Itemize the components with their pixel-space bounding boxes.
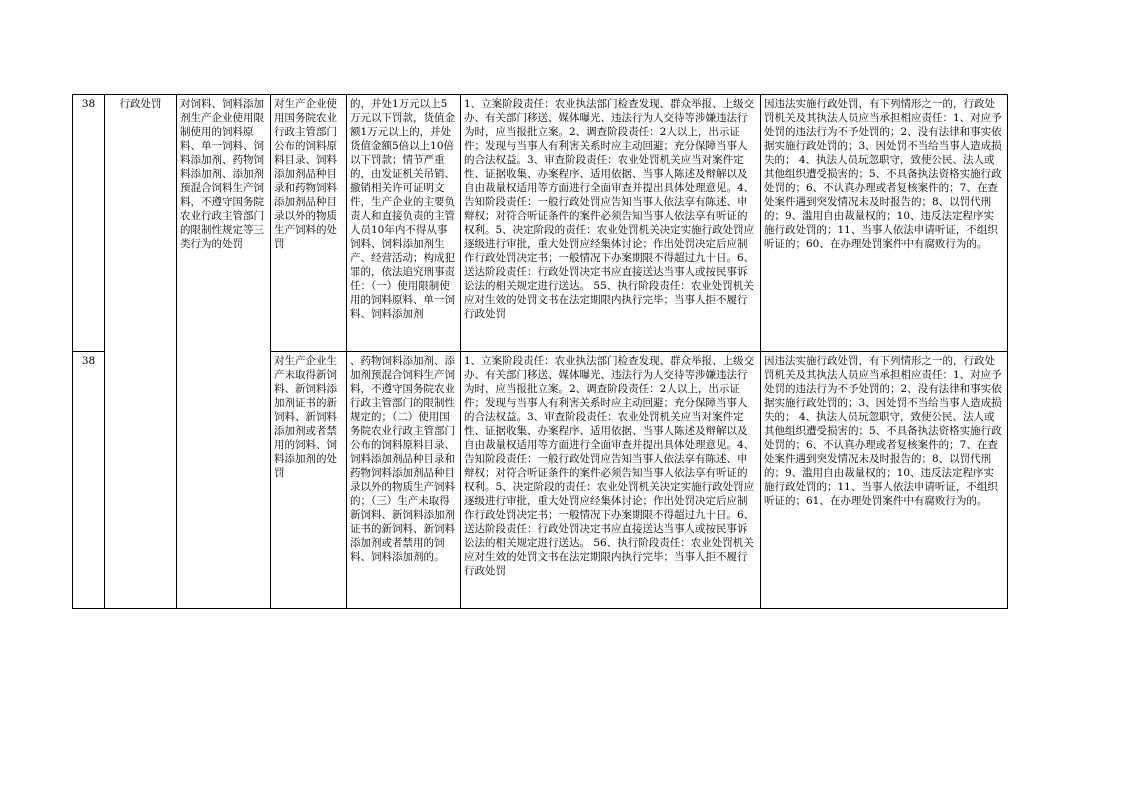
power-item: 对饲料、饲料添加剂生产企业使用限制使用的饲料原料、单一饲料、饲料添加剂、药物饲料添加剂、添加剂预混合饲料生产饲料，不遵守国务院农业行政主管部门的限制性规定等三类行为的处罚 (177, 95, 271, 609)
legal-basis: 的，并处1万元以上5万元以下罚款，货值金额1万元以上的，并处货值金额5倍以上10倍以下罚款；情节严重的，由发证机关吊销、撤销相关许可证明文件，生产企业的主要负责人和直接负责的主管人员10年内不得从事饲料、饲料添加剂生产、经营活动；构成犯罪的，依法追究刑事责任：（一）使用限制使用的饲料原料、单一饲料、饲料添加剂 (347, 95, 461, 352)
table-row (73, 95, 1008, 352)
sub-item: 对生产企业生产未取得新饲料、新饲料添加剂证书的新饲料、新饲料添加剂或者禁用的饲料、饲料添加剂的处罚 (271, 352, 347, 609)
row-number: 38 (73, 352, 105, 609)
power-type: 行政处罚 (105, 95, 177, 609)
accountability: 因违法实施行政处罚，有下列情形之一的，行政处罚机关及其执法人员应当承担相应责任：1、对应予处罚的违法行为不予处罚的；2、没有法律和事实依据实施行政处罚的；3、因处罚不当给当事人造成损失的； 4、执法人员玩忽职守，致使公民、法人或其他组织遭受损害的；5、不具备执法资格实施行政处罚的；6、不认真办理或者复核案件的；7、在查处案件遇到突发情况未及时报告的；8、以罚代刑的；9、滥用自由裁量权的；10、违反法定程序实施行政处罚的；11、当事人依法申请听证，不组织听证的；61、在办理处罚案件中有腐败行为的。 (761, 352, 1008, 609)
accountability: 因违法实施行政处罚，有下列情形之一的，行政处罚机关及其执法人员应当承担相应责任：1、对应予处罚的违法行为不予处罚的；2、没有法律和事实依据实施行政处罚的；3、因处罚不当给当事人造成损失的； 4、执法人员玩忽职守，致使公民、法人或其他组织遭受损害的；5、不具备执法资格实施行政处罚的；6、不认真办理或者复核案件的；7、在查处案件遇到突发情况未及时报告的；8、以罚代刑的；9、滥用自由裁量权的；10、违反法定程序实施行政处罚的；11、当事人依法申请听证，不组织听证的；60、在办理处罚案件中有腐败行为的。 (761, 95, 1008, 352)
row-number: 38 (73, 95, 105, 352)
power-list-table (72, 94, 1008, 609)
legal-basis: 、药物饲料添加剂、添加剂预混合饲料生产饲料，不遵守国务院农业行政主管部门的限制性规定的；（二）使用国务院农业行政主管部门公布的饲料原料目录、饲料添加剂品种目录和药物饲料添加剂品种目录以外的物质生产饲料的；（三）生产未取得新饲料、新饲料添加剂证书的新饲料、新饲料添加剂或者禁用的饲料、饲料添加剂的。 (347, 352, 461, 609)
duty-stages: 1、立案阶段责任：农业执法部门检查发现、群众举报、上级交办、有关部门移送、媒体曝光、违法行为人交待等涉嫌违法行为时，应当报批立案。2、调查阶段责任：2人以上，出示证件；发现与当事人有利害关系时应主动回避；充分保障当事人的合法权益。3、审查阶段责任：农业处罚机关应当对案件定性、证据收集、办案程序、适用依据、当事人陈述及辩解以及自由裁量权适用等方面进行全面审查并提出具体处理意见。4、告知阶段责任：一般行政处罚应告知当事人依法享有陈述、申辩权；对符合听证条件的案件必须告知当事人依法享有听证的权利。5、决定阶段的责任：农业处罚机关决定实施行政处罚应逐级进行审批，重大处罚应经集体讨论；作出处罚决定后应制作行政处罚决定书；一般情况下办案期限不得超过九十日。6、送达阶段责任：行政处罚决定书应直接送达当事人或按民事诉讼法的相关规定进行送达。 56、执行阶段责任：农业处罚机关应对生效的处罚文书在法定期限内执行完毕；当事人拒不履行行政处罚 (461, 352, 761, 609)
sub-item: 对生产企业使用国务院农业行政主管部门公布的饲料原料目录、饲料添加剂品种目录和药物饲料添加剂品种目录以外的物质生产饲料的处罚 (271, 95, 347, 352)
duty-stages: 1、立案阶段责任：农业执法部门检查发现、群众举报、上级交办、有关部门移送、媒体曝光、违法行为人交待等涉嫌违法行为时，应当报批立案。2、调查阶段责任：2人以上，出示证件；发现与当事人有利害关系时应主动回避；充分保障当事人的合法权益。3、审查阶段责任：农业处罚机关应当对案件定性、证据收集、办案程序、适用依据、当事人陈述及辩解以及自由裁量权适用等方面进行全面审查并提出具体处理意见。4、告知阶段责任：一般行政处罚应告知当事人依法享有陈述、申辩权；对符合听证条件的案件必须告知当事人依法享有听证的权利。5、决定阶段的责任：农业处罚机关决定实施行政处罚应逐级进行审批，重大处罚应经集体讨论；作出处罚决定后应制作行政处罚决定书；一般情况下办案期限不得超过九十日。6、送达阶段责任：行政处罚决定书应直接送达当事人或按民事诉讼法的相关规定进行送达。 55、执行阶段责任：农业处罚机关应对生效的处罚文书在法定期限内执行完毕；当事人拒不履行行政处罚 (461, 95, 761, 352)
